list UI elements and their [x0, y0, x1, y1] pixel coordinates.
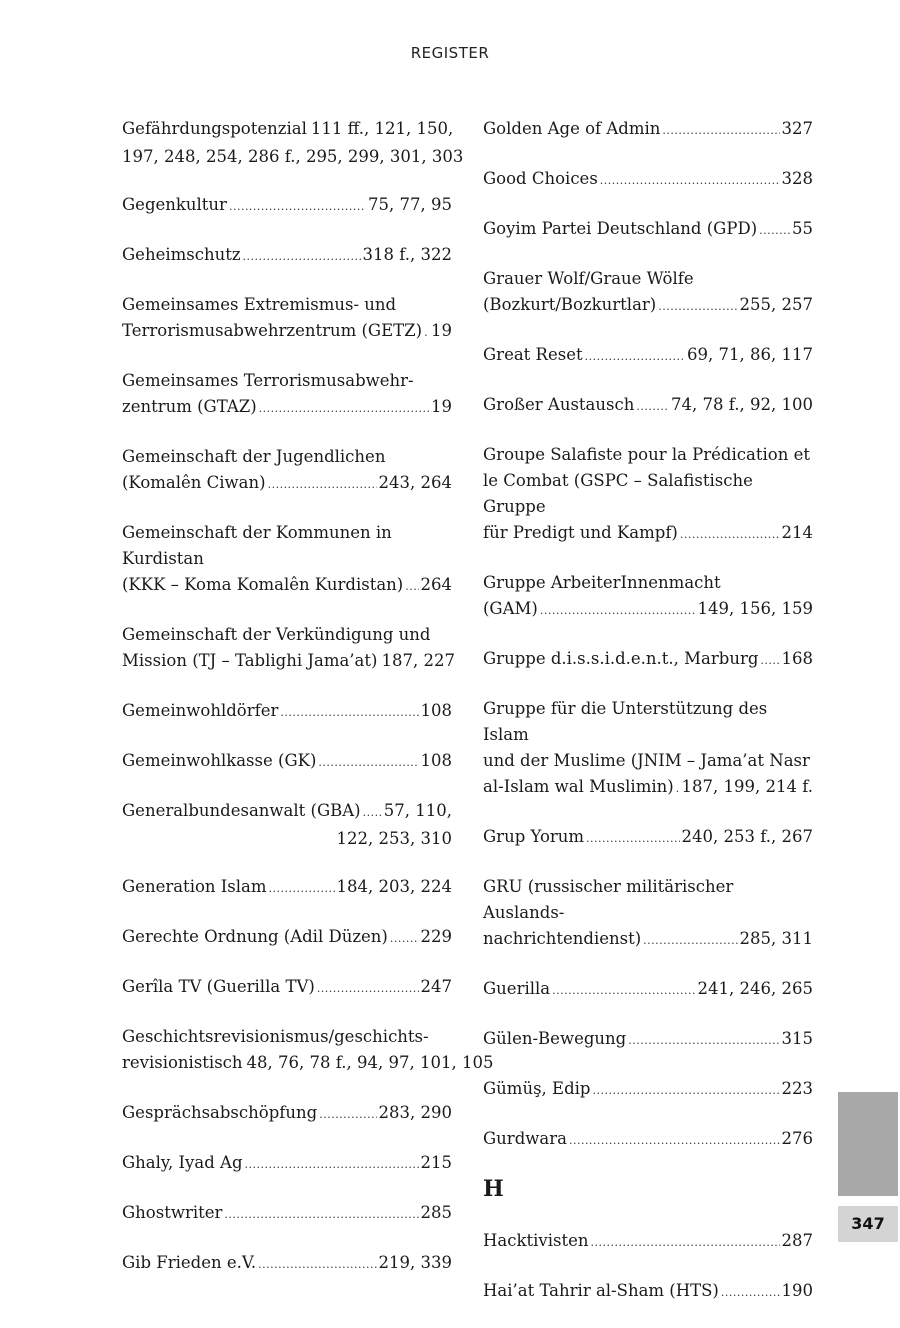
entry-term: Gib Frieden e.V.: [122, 1253, 257, 1272]
dot-leader: [390, 926, 419, 952]
thumb-index-tab: [838, 1092, 898, 1196]
entry-leader-line: [122, 748, 452, 776]
entry-leader-line: [122, 698, 452, 726]
index-entry: [122, 1150, 452, 1178]
index-entry: [483, 824, 813, 852]
dot-leader: [636, 394, 669, 420]
entry-term-line: Gruppe ArbeiterInnenmacht: [483, 573, 721, 592]
entry-pages: 285: [420, 1203, 452, 1222]
entry-leader-line: [483, 342, 813, 370]
entry-pages: 108: [420, 751, 452, 770]
entry-leader-line: [122, 798, 452, 826]
dot-leader: [585, 344, 685, 370]
entry-pages: 240, 253 f., 267: [681, 827, 813, 846]
entry-leader-line: [483, 1228, 813, 1256]
index-entry: [122, 444, 452, 498]
entry-pages: 75, 77, 95: [368, 195, 452, 214]
entry-pages-continued: 197, 248, 254, 286 f., 295, 299, 301, 303: [122, 147, 464, 166]
index-entry: [483, 570, 813, 624]
entry-term: Gefährdungspotenzial: [122, 119, 307, 138]
dot-leader: [552, 978, 695, 1004]
entry-leader-line: [122, 924, 452, 952]
entry-leader-line: [122, 1150, 452, 1178]
entry-pages: 215: [420, 1153, 452, 1172]
dot-leader: [317, 976, 419, 1002]
entry-leader-line: [122, 394, 452, 422]
entry-leader-line: [483, 1026, 813, 1054]
entry-term: Gesprächsabschöpfung: [122, 1103, 318, 1122]
entry-pages: 214: [781, 523, 813, 542]
entry-pages: 315: [781, 1029, 813, 1048]
entry-term: (Komalên Ciwan): [122, 473, 266, 492]
entry-pages: 69, 71, 86, 117: [687, 345, 813, 364]
entry-leader-line: [483, 1278, 813, 1306]
entry-term-line: Gemeinsames Extremismus- und: [122, 295, 397, 314]
entry-term: Gruppe d.i.s.s.i.d.e.n.t., Marburg: [483, 649, 759, 668]
entry-term: Guerilla: [483, 979, 551, 998]
entry-term-line: le Combat (GSPC – Salafistische Gruppe: [483, 471, 753, 516]
entry-pages: 19: [431, 397, 452, 416]
entry-leader-line: [483, 646, 813, 674]
index-entry: [483, 266, 813, 320]
entry-leader-line: [483, 392, 813, 420]
index-column-left: [122, 116, 494, 1300]
entry-leader-line: [483, 292, 813, 320]
dot-leader: [760, 648, 779, 674]
index-entry: [483, 1026, 813, 1054]
dot-leader: [259, 396, 429, 422]
entry-pages: 318 f., 322: [362, 245, 452, 264]
entry-term: Mission (TJ – Tablighi Jama’at): [122, 651, 378, 670]
entry-pages: 19: [431, 321, 452, 340]
entry-term: Great Reset: [483, 345, 583, 364]
entry-leader-line: [483, 216, 813, 244]
dot-leader: [586, 826, 679, 852]
index-entry: [483, 874, 813, 954]
dot-leader: [243, 244, 361, 270]
entry-pages: 328: [781, 169, 813, 188]
dot-leader: [592, 1078, 779, 1104]
entry-pages: 187, 199, 214 f.: [681, 777, 813, 796]
index-entry: [122, 798, 452, 852]
entry-pages: 223: [781, 1079, 813, 1098]
index-entry: [122, 874, 452, 902]
dot-leader: [318, 750, 418, 776]
entry-term: zentrum (GTAZ): [122, 397, 257, 416]
index-entry: [122, 368, 452, 422]
entry-leader-line: [122, 974, 452, 1002]
index-entry: [483, 1278, 813, 1306]
entry-term: Großer Austausch: [483, 395, 635, 414]
entry-term: revisionistisch: [122, 1053, 243, 1072]
entry-pages: 74, 78 f., 92, 100: [671, 395, 813, 414]
dot-leader: [363, 800, 382, 826]
dot-leader: [676, 776, 680, 802]
entry-term: Ghaly, Iyad Ag: [122, 1153, 243, 1172]
entry-pages: 57, 110,: [383, 801, 452, 820]
entry-pages: 285, 311: [739, 929, 813, 948]
entry-term-line: Gemeinschaft der Verkündigung und: [122, 625, 431, 644]
index-entry: [122, 698, 452, 726]
entry-term-line: Gemeinschaft der Kommunen in Kurdistan: [122, 523, 392, 568]
index-entry: [483, 1076, 813, 1104]
dot-leader: [269, 876, 335, 902]
entry-term: Gemeinwohldörfer: [122, 701, 279, 720]
index-entry: [483, 646, 813, 674]
entry-term: Geheimschutz: [122, 245, 241, 264]
entry-pages: 111 ff., 121, 150,: [310, 119, 454, 138]
index-entry: [483, 442, 813, 548]
entry-term: Golden Age of Admin: [483, 119, 661, 138]
index-entry: [122, 1250, 452, 1278]
entry-term: Gegenkultur: [122, 195, 227, 214]
entry-term-line: Groupe Salafiste pour la Prédication et: [483, 445, 810, 464]
index-column-right: [483, 116, 813, 1328]
entry-pages: 255, 257: [739, 295, 813, 314]
entry-term-line: Gemeinschaft der Jugendlichen: [122, 447, 386, 466]
entry-term: Ghostwriter: [122, 1203, 223, 1222]
index-entry: [122, 292, 452, 346]
entry-leader-line: [122, 470, 452, 498]
index-entry: [122, 748, 452, 776]
entry-leader-line: [483, 1126, 813, 1154]
dot-leader: [680, 522, 780, 548]
entry-pages: 276: [781, 1129, 813, 1148]
entry-pages: 190: [781, 1281, 813, 1300]
index-entry: [122, 1200, 452, 1228]
index-entry: [483, 696, 813, 802]
index-entry: [122, 1024, 494, 1078]
entry-pages: 149, 156, 159: [697, 599, 813, 618]
entry-pages: 55: [792, 219, 813, 238]
entry-term: Gümüş, Edip: [483, 1079, 591, 1098]
entry-leader-line: [122, 648, 455, 676]
entry-leader-line: [122, 318, 452, 346]
dot-leader: [569, 1128, 780, 1154]
entry-pages: 48, 76, 78 f., 94, 97, 101, 105: [246, 1053, 494, 1072]
entry-term: al-Islam wal Muslimin): [483, 777, 674, 796]
entry-leader-line: [483, 926, 813, 954]
entry-term-line: und der Muslime (JNIM – Jama’at Nasr: [483, 751, 810, 770]
entry-pages: 327: [781, 119, 813, 138]
section-letter: H: [483, 1176, 504, 1202]
entry-term: (GAM): [483, 599, 538, 618]
dot-leader: [319, 1102, 376, 1128]
entry-term: Gülen-Bewegung: [483, 1029, 627, 1048]
index-entry: [122, 520, 452, 600]
entry-term-line: Gruppe für die Unterstützung des Islam: [483, 699, 768, 744]
index-entry: [122, 924, 452, 952]
dot-leader: [229, 194, 366, 220]
index-entry: [122, 974, 452, 1002]
index-entry: [122, 116, 464, 170]
index-entry: [122, 192, 452, 220]
entry-term-line: Gemeinsames Terrorismusabwehr-: [122, 371, 414, 390]
dot-leader: [224, 1202, 418, 1228]
entry-term: nachrichtendienst): [483, 929, 642, 948]
index-entry: [483, 216, 813, 244]
index-entry: [483, 1126, 813, 1154]
entry-pages: 264: [420, 575, 452, 594]
index-entry: [122, 242, 452, 270]
entry-leader-line: [483, 116, 813, 144]
index-entry: [483, 166, 813, 194]
entry-term: Generalbundesanwalt (GBA): [122, 801, 361, 820]
entry-term: Gerîla TV (Guerilla TV): [122, 977, 315, 996]
entry-leader-line: [483, 774, 813, 802]
entry-pages: 108: [420, 701, 452, 720]
entry-term-line: Grauer Wolf/Graue Wölfe: [483, 269, 694, 288]
entry-leader-line: [483, 596, 813, 624]
index-entry: [483, 342, 813, 370]
dot-leader: [643, 928, 737, 954]
dot-leader: [405, 574, 418, 600]
entry-leader-line: [122, 1050, 494, 1078]
dot-leader: [662, 118, 779, 144]
dot-leader: [721, 1280, 780, 1306]
entry-term: Terrorismusabwehrzentrum (GETZ): [122, 321, 423, 340]
entry-leader-line: [483, 520, 813, 548]
dot-leader: [280, 700, 418, 726]
dot-leader: [245, 1152, 419, 1178]
entry-pages: 247: [420, 977, 452, 996]
entry-pages: 184, 203, 224: [336, 877, 452, 896]
dot-leader: [658, 294, 737, 320]
index-entry: [483, 976, 813, 1004]
entry-term: (Bozkurt/Bozkurtlar): [483, 295, 657, 314]
index-entry: [483, 1228, 813, 1256]
entry-leader-line: [122, 116, 452, 144]
entry-term: Goyim Partei Deutschland (GPD): [483, 219, 758, 238]
dot-leader: [540, 598, 696, 624]
entry-term: Good Choices: [483, 169, 598, 188]
entry-pages: 283, 290: [378, 1103, 452, 1122]
entry-leader-line: [122, 1100, 452, 1128]
entry-pages-continued: 122, 253, 310: [336, 829, 452, 848]
entry-pages: 187, 227: [381, 651, 455, 670]
entry-leader-line: [483, 976, 813, 1004]
entry-term: Hai’at Tahrir al-Sham (HTS): [483, 1281, 719, 1300]
entry-term: für Predigt und Kampf): [483, 523, 678, 542]
index-entry: [122, 1100, 452, 1128]
entry-term: Gurdwara: [483, 1129, 567, 1148]
entry-leader-line: [483, 824, 813, 852]
index-entry: [483, 392, 813, 420]
entry-leader-line: [122, 242, 452, 270]
entry-pages: 287: [781, 1231, 813, 1250]
dot-leader: [258, 1252, 376, 1278]
entry-pages: 168: [781, 649, 813, 668]
entry-leader-line: [483, 166, 813, 194]
index-entry: [122, 622, 455, 676]
entry-pages: 243, 264: [378, 473, 452, 492]
dot-leader: [759, 218, 790, 244]
index-entry: [483, 116, 813, 144]
entry-pages: 229: [420, 927, 452, 946]
entry-term-line: GRU (russischer militärischer Auslands-: [483, 877, 734, 922]
dot-leader: [600, 168, 780, 194]
entry-leader-line: [483, 1076, 813, 1104]
entry-leader-line: [122, 1200, 452, 1228]
entry-term: Generation Islam: [122, 877, 267, 896]
entry-leader-line: [122, 572, 452, 600]
running-header: REGISTER: [410, 44, 490, 62]
entry-leader-line: [122, 1250, 452, 1278]
entry-leader-line: [122, 874, 452, 902]
entry-pages: 241, 246, 265: [697, 979, 813, 998]
page-number: 347: [838, 1206, 898, 1242]
entry-term-line: Geschichtsrevisionismus/geschichts-: [122, 1027, 429, 1046]
entry-term: Hacktivisten: [483, 1231, 589, 1250]
dot-leader: [590, 1230, 779, 1256]
entry-leader-line: [122, 192, 452, 220]
entry-term: Grup Yorum: [483, 827, 585, 846]
entry-pages: 219, 339: [378, 1253, 452, 1272]
dot-leader: [628, 1028, 779, 1054]
dot-leader: [268, 472, 377, 498]
entry-term: (KKK – Koma Komalên Kurdistan): [122, 575, 404, 594]
dot-leader: [424, 320, 429, 346]
entry-term: Gerechte Ordnung (Adil Düzen): [122, 927, 388, 946]
entry-term: Gemeinwohlkasse (GK): [122, 751, 317, 770]
